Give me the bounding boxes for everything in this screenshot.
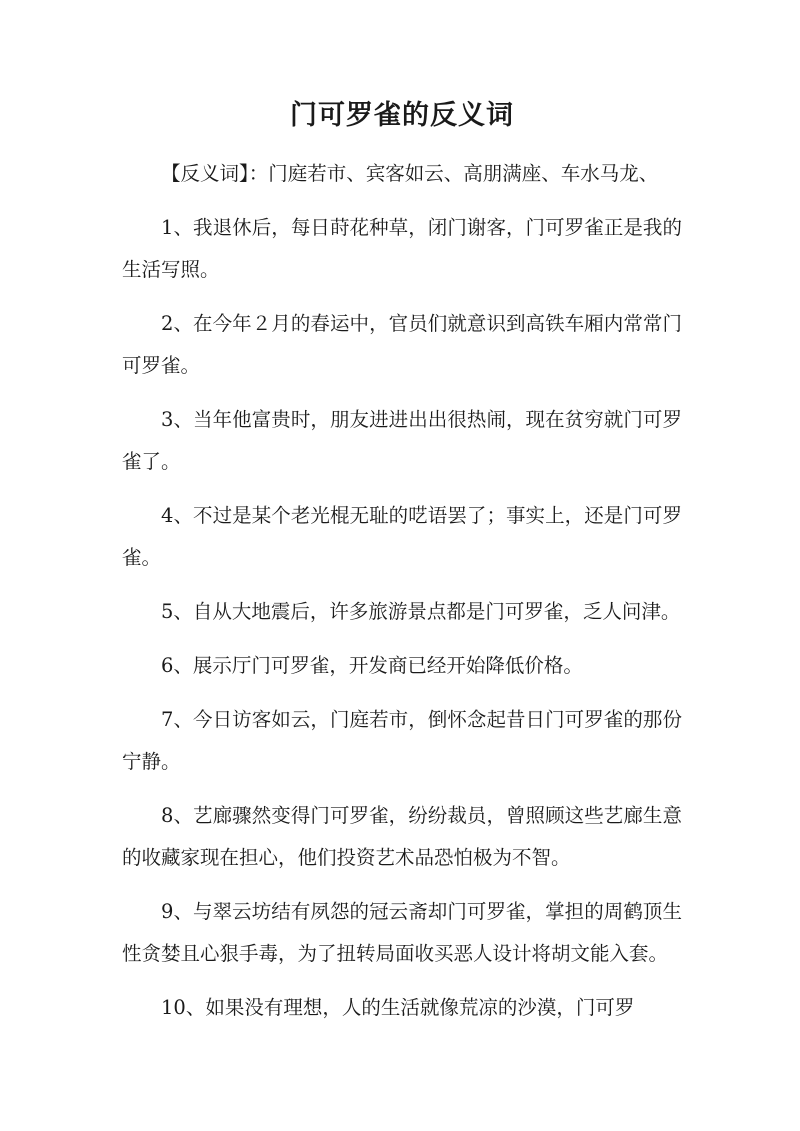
document-body [122,153,682,1041]
example-sentence-3: 3、当年他富贵时，朋友进进出出很热闹，现在贫穷就门可罗雀了。 [122,408,682,473]
example-sentence-10: 10、如果没有理想，人的生活就像荒凉的沙漠，门可罗 [161,996,635,1019]
example-sentence-2: 2、在今年２月的春运中，官员们就意识到高铁车厢内常常门可罗雀。 [122,312,682,377]
document-title: 门可罗雀的反义词 [290,100,514,131]
example-sentence-8: 8、艺廊骤然变得门可罗雀，纷纷裁员，曾照顾这些艺廊生意的收藏家现在担心，他们投资艺术品恐怕极为不智。 [122,804,682,869]
example-sentence-4: 4、不过是某个老光棍无耻的呓语罢了；事实上，还是门可罗雀。 [122,504,682,569]
example-sentence-1: 1、我退休后，每日莳花种草，闭门谢客，门可罗雀正是我的生活写照。 [122,216,682,281]
example-sentence-9: 9、与翠云坊结有夙怨的冠云斋却门可罗雀，掌担的周鹤顶生性贪婪且心狠手毒，为了扭转局面收买恶人设计将胡文能入套。 [122,900,682,965]
example-sentence-6: 6、展示厅门可罗雀，开发商已经开始降低价格。 [161,654,583,677]
example-sentence-7: 7、今日访客如云，门庭若市，倒怀念起昔日门可罗雀的那份宁静。 [122,708,682,773]
example-sentence-5: 5、自从大地震后，许多旅游景点都是门可罗雀，乏人问津。 [161,600,681,623]
paragraph-antonyms: 【反义词】：门庭若市、宾客如云、高朋满座、车水马龙、 [161,162,659,185]
